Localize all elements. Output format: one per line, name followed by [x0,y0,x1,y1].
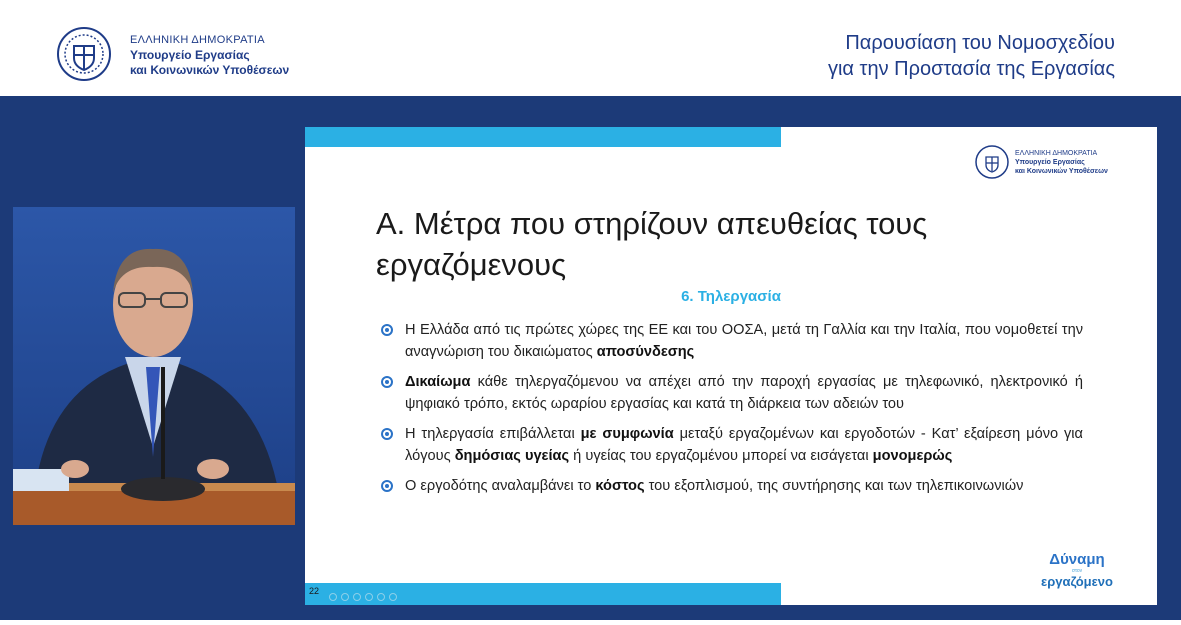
bullet-bold-text: με συμφωνία [580,426,674,442]
bullet-bold-text: μονομερώς [872,448,953,464]
slide-page-number: 22 [309,586,320,596]
ministry-line-3: και Κοινωνικών Υποθέσεων [130,63,290,77]
bullet-text: μεταξύ εργαζομένων και εργοδοτών - Κατ’ εξαίρεση μόνο για λόγους [405,426,1083,464]
bullet-item [379,319,1083,363]
campaign-logo-word-1: Δύναμη [1049,551,1105,568]
bullet-item [379,475,1083,497]
presentation-title-line-2: για την Προστασία της Εργασίας [827,58,1115,80]
greek-seal-icon [56,26,112,82]
presentation-title [828,30,1115,82]
speaker-video [13,207,295,525]
slides-overview-icon[interactable] [365,593,373,601]
slide-controls [329,588,425,600]
bullet-text: Ο εργοδότης αναλαμβάνει το [405,478,596,494]
bullet-bold-text: αποσύνδεσης [596,344,695,360]
top-header [0,0,1181,96]
bullet-list [379,319,1083,505]
bullet-text: Η Ελλάδα από τις πρώτες χώρες της ΕΕ και του ΟΟΣΑ, μετά τη Γαλλία και την Ιταλία, που νομοθετεί την αναγνώριση του δικαιώματος [405,322,1083,360]
slide-top-bar [305,127,781,147]
previous-slide-icon[interactable] [329,593,337,601]
campaign-logo-word-2: στον [1071,568,1083,574]
speaker-video-image [13,207,295,525]
slide-heading: Α. Μέτρα που στηρίζουν απευθείας τους εργαζόμενους [376,206,928,282]
presentation-title-line-1: Παρουσίαση του Νομοσχεδίου [845,32,1115,54]
ministry-name [130,33,289,78]
slide-seal-icon [975,145,1009,179]
bottom-strip [0,620,1181,625]
bullet-icon [381,376,393,388]
bullet-item [379,371,1083,415]
bullet-icon [381,428,393,440]
section-title: 6. Τηλεργασία [681,288,781,305]
ministry-line-1: ΕΛΛΗΝΙΚΗ ΔΗΜΟΚΡΑΤΙΑ [130,34,265,46]
bullet-bold-text: Δικαίωμα [405,374,471,390]
bullet-text: ή υγείας του εργαζομένου μπορεί να εισάγεται [569,448,873,464]
bullet-item [379,423,1083,467]
slide-ministry-logo [975,145,1135,183]
bullet-text: Η τηλεργασία επιβάλλεται [405,426,581,442]
slide-logo-line-1: ΕΛΛΗΝΙΚΗ ΔΗΜΟΚΡΑΤΙΑ [1015,150,1098,157]
next-slide-icon[interactable] [341,593,349,601]
slide-logo-line-2: Υπουργείο Εργασίας [1015,159,1085,166]
slide-logo-line-3: και Κοινωνικών Υποθέσεων [1015,168,1108,175]
bullet-bold-text: κόστος [595,478,645,494]
bullet-bold-text: δημόσιας υγείας [454,448,570,464]
ministry-line-2: Υπουργείο Εργασίας [130,48,250,62]
campaign-logo-word-3: εργαζόμενο [1041,574,1113,589]
bullet-icon [381,324,393,336]
presentation-slide [305,127,1157,605]
more-options-icon[interactable] [389,593,397,601]
bullet-text: του εξοπλισμού, της συντήρησης και των τηλεπικοινωνιών [644,478,1024,494]
bullet-text: κάθε τηλεργαζόμενου να απέχει από την παροχή εργασίας με τηλεφωνικό, ηλεκτρονικό ή ψηφιακό τρόπο, εκτός ωραρίου εργασίας και κατά τη διάρκεια των αδειών του [405,374,1083,412]
pen-tool-icon[interactable] [353,593,361,601]
campaign-logo [1037,551,1117,590]
bullet-icon [381,480,393,492]
zoom-icon[interactable] [377,593,385,601]
